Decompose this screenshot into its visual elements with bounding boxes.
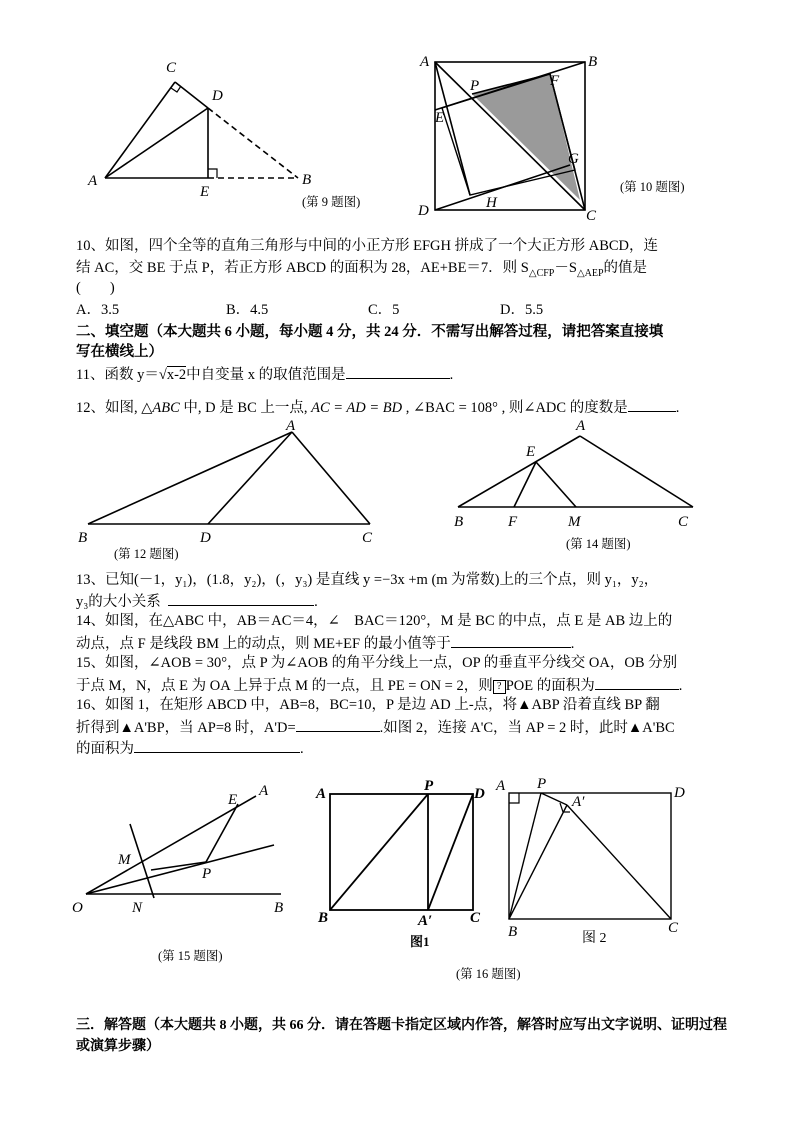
- fig10-label-e: E: [435, 110, 445, 126]
- fig16b-label-b: B: [508, 924, 518, 940]
- q12-tri: △ABC: [141, 400, 180, 416]
- q16-line3: [76, 737, 726, 759]
- figure-16a: [310, 780, 490, 950]
- q16-answer-blank-1[interactable]: [296, 716, 380, 732]
- fig12-label-d: D: [200, 530, 211, 546]
- figure-15: [66, 780, 306, 970]
- q10-sub2: △AEP: [576, 267, 604, 279]
- fig15-label-b: B: [274, 900, 284, 916]
- q13-end: .: [314, 594, 318, 610]
- q12-eq: AC = AD = BD: [311, 400, 403, 416]
- fig16-caption: (第 16 题图): [456, 967, 521, 981]
- q10-option-a[interactable]: A．3.5: [76, 302, 120, 318]
- figure-10: [410, 50, 710, 222]
- fig15-label-e: E: [228, 792, 238, 808]
- q11-end: .: [449, 367, 454, 383]
- fig16b-label-d: D: [674, 785, 685, 801]
- fig10-label-h: H: [486, 195, 497, 211]
- q13-line1: 13、已知(－1，y₁)，(1.8，y₂)，(，y₃) 是直线 y =−3x +m (m 为常数)上的三个点，则 y₁，y₂，: [76, 572, 659, 588]
- q14-line2: [76, 632, 726, 654]
- fig14-label-c: C: [678, 514, 689, 530]
- q14-end: .: [570, 636, 575, 652]
- fig16a-label-c: C: [470, 910, 481, 926]
- fig15-label-p: P: [202, 866, 212, 882]
- q12-answer-blank[interactable]: [628, 396, 676, 412]
- q15-line1: 15、如图，∠AOB = 30°，点 P 为∠AOB 的角平分线上一点，OP 的垂直平分线交 OA，OB 分别: [76, 655, 678, 671]
- q12-pre: 12、如图,: [76, 400, 142, 416]
- fig9-label-a: A: [88, 173, 98, 189]
- fig14-label-a: A: [576, 418, 586, 434]
- fig12-label-b: B: [78, 530, 88, 546]
- q10-option-c[interactable]: C．5: [368, 302, 400, 318]
- fig10-caption: (第 10 题图): [620, 180, 685, 194]
- fig10-label-f: F: [550, 73, 560, 89]
- q10-sub1: △CFP: [528, 267, 555, 279]
- fig9-label-e: E: [200, 184, 210, 200]
- fig12-caption: (第 12 题图): [114, 547, 179, 561]
- fig9-label-d: D: [212, 88, 223, 104]
- q14-line2-text: 动点，点 F 是线段 BM 上的动点，则 ME+EF 的最小值等于: [76, 636, 451, 652]
- q11-pre: 11、函数 y＝: [76, 367, 159, 383]
- q15-missing-glyph-icon: ?: [493, 680, 506, 694]
- q10-option-b[interactable]: B．4.5: [226, 302, 269, 318]
- fig10-label-d: D: [418, 203, 429, 219]
- q15-end: .: [678, 678, 683, 694]
- fig16b-caption: 图 2: [582, 931, 607, 946]
- q10-minus: －S: [554, 260, 577, 276]
- q16-end: .: [300, 741, 304, 757]
- q13-answer-blank[interactable]: [168, 590, 314, 606]
- q15-answer-blank[interactable]: [595, 674, 679, 690]
- fig16b-label-a1: A′: [572, 794, 585, 810]
- section2-line1: 二、填空题（本大题共 6 小题，每小题 4 分，共 24 分．不需写出解答过程，请把答案直接填: [76, 324, 664, 340]
- fig16a-label-p: P: [424, 778, 434, 794]
- q16-line2a: 折得到▲A'BP，当 AP=8 时，A'D=: [76, 720, 296, 736]
- q10-paren: ( ): [76, 280, 115, 296]
- q10-option-d[interactable]: D．5.5: [500, 302, 544, 318]
- q11-sqrt-icon: √: [158, 367, 167, 383]
- fig9-label-c: C: [166, 60, 177, 76]
- fig14-caption: (第 14 题图): [566, 537, 631, 551]
- q14-line1: 14、如图，在△ABC 中，AB＝AC＝4，∠ BAC＝120°，M 是 BC 的中点，点 E 是 AB 边上的: [76, 613, 673, 629]
- fig12-label-c: C: [362, 530, 373, 546]
- figure-16b: [490, 776, 710, 952]
- fig15-label-m: M: [118, 852, 131, 868]
- fig15-label-o: O: [72, 900, 83, 916]
- q10-line1: 10、如图，四个全等的直角三角形与中间的小正方形 EFGH 拼成了一个大正方形 ABCD，连: [76, 238, 659, 254]
- fig14-label-b: B: [454, 514, 464, 530]
- fig16a-caption: 图1: [410, 934, 430, 949]
- fig16b-label-a: A: [496, 778, 506, 794]
- q11-radicand: x-2: [166, 367, 187, 383]
- q16-line2b: .如图 2，连接 A'C，当 AP = 2 时，此时▲A'BC: [379, 720, 675, 736]
- q12-mid2: , ∠BAC = 108° , 则∠ADC 的度数是: [402, 400, 628, 416]
- q10-line2-text: 结 AC，交 BE 于点 P，若正方形 ABCD 的面积为 28，AE+BE＝7．则 S: [76, 260, 529, 276]
- figure-12: [70, 414, 390, 564]
- fig16b-label-c: C: [668, 920, 679, 936]
- section3-line1: 三．解答题（本大题共 8 小题，共 66 分．请在答题卡指定区域内作答，解答时应写出文字说明、证明过程: [76, 1018, 727, 1033]
- fig14-label-e: E: [526, 444, 536, 460]
- fig9-caption: (第 9 题图): [302, 195, 361, 209]
- q13-line2-text: y₃的大小关系: [76, 594, 161, 610]
- fig16a-label-a: A: [316, 786, 327, 802]
- fig14-label-m: M: [568, 514, 581, 530]
- fig10-label-c: C: [586, 208, 597, 224]
- q16-line2: [76, 716, 726, 738]
- fig15-label-n: N: [132, 900, 143, 916]
- q11-post: 中自变量 x 的取值范围是: [186, 367, 346, 383]
- q15-line2b: POE 的面积为: [505, 678, 595, 694]
- fig15-caption: (第 15 题图): [158, 949, 223, 963]
- q11: [76, 363, 726, 385]
- q12-mid1: 中, D 是 BC 上一点,: [179, 400, 312, 416]
- q13-line2: [76, 590, 726, 612]
- fig10-label-g: G: [568, 151, 579, 167]
- fig15-label-a: A: [259, 783, 269, 799]
- fig16a-label-b: B: [318, 910, 329, 926]
- q15-line2a: 于点 M，N，点 E 为 OA 上异于点 M 的一点，且 PE = ON = 2，则: [76, 678, 493, 694]
- figure-14: [448, 414, 708, 556]
- fig14-label-f: F: [508, 514, 518, 530]
- fig9-label-b: B: [302, 172, 312, 188]
- fig16a-label-d: D: [474, 786, 485, 802]
- q11-answer-blank[interactable]: [346, 363, 450, 379]
- fig10-label-p: P: [470, 78, 480, 94]
- q10-tail: 的值是: [603, 260, 648, 276]
- fig12-label-a: A: [286, 418, 296, 434]
- section2-line2: 写在横线上）: [76, 344, 163, 360]
- fig10-label-b: B: [588, 54, 598, 70]
- figure-9: [80, 50, 361, 210]
- q14-answer-blank[interactable]: [451, 632, 571, 648]
- fig10-label-a: A: [420, 54, 430, 70]
- q16-line1: 16、如图 1，在矩形 ABCD 中，AB=8，BC=10，P 是边 AD 上-点，将▲ABP 沿着直线 BP 翻: [76, 697, 660, 713]
- section3-line2: 或演算步骤）: [76, 1039, 160, 1054]
- q15-line2: [76, 674, 726, 696]
- q16-line3-text: 的面积为: [76, 741, 134, 757]
- q12-end: .: [675, 400, 680, 416]
- fig16b-label-p: P: [537, 776, 547, 792]
- q16-answer-blank-2[interactable]: [134, 737, 300, 753]
- fig16a-label-a1: A′: [418, 913, 433, 929]
